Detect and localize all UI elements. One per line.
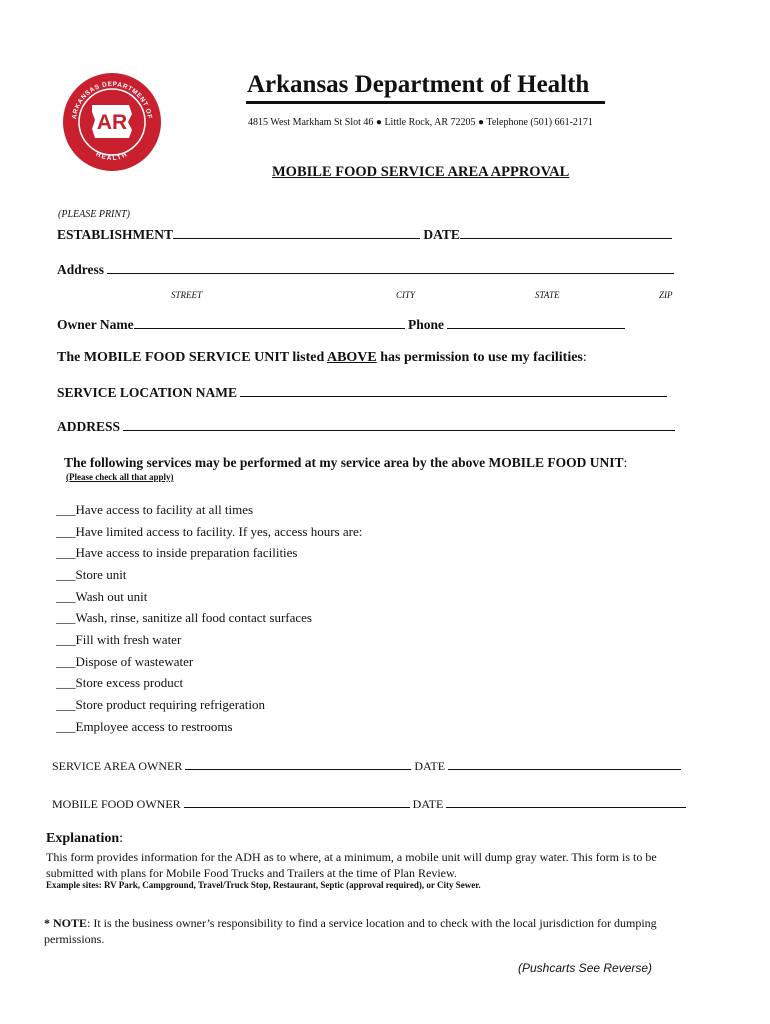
date-field[interactable]: [460, 238, 672, 239]
mobile-food-owner-signature[interactable]: [184, 807, 410, 808]
logo-ring-text-top: ARKANSAS DEPARTMENT OF: [71, 80, 153, 120]
adh-logo: [62, 72, 162, 172]
form-title: MOBILE FOOD SERVICE AREA APPROVAL: [272, 164, 570, 180]
please-print-note: (PLEASE PRINT): [58, 209, 130, 220]
service-checkbox-item[interactable]: ___Dispose of wastewater: [56, 654, 194, 669]
agency-title: Arkansas Department of Health: [247, 71, 590, 98]
service-checkbox-item[interactable]: ___Wash, rinse, sanitize all food contact surfaces: [56, 610, 312, 625]
zip-sublabel: ZIP: [659, 290, 673, 300]
service-checkbox-item[interactable]: ___Have limited access to facility. If yes, access hours are:: [56, 524, 363, 539]
service-area-date-label: DATE: [414, 759, 446, 773]
service-area-owner-label: SERVICE AREA OWNER: [52, 759, 183, 773]
service-location-row: [57, 385, 667, 401]
note-text: * NOTE: It is the business owner’s responsibility to find a service location and to check with the local jurisdiction for dumping permissions.: [44, 916, 657, 946]
example-sites: Example sites: RV Park, Campground, Travel/Truck Stop, Restaurant, Septic (approval required), or City Sewer.: [46, 880, 481, 890]
city-sublabel: CITY: [396, 290, 416, 300]
phone-field[interactable]: [447, 328, 625, 329]
owner-row: [57, 317, 625, 333]
establishment-row: [57, 227, 672, 243]
service-area-date-field[interactable]: [448, 769, 681, 770]
owner-name-label: Owner Name: [57, 317, 134, 332]
service-checkbox-item[interactable]: ___Employee access to restrooms: [56, 719, 233, 734]
service-address-label: ADDRESS: [57, 419, 121, 434]
service-checkbox-item[interactable]: ___Have access to facility at all times: [56, 502, 254, 517]
logo-ring-text-bottom: HEALTH: [94, 150, 130, 163]
mobile-food-owner-row: [52, 797, 686, 812]
phone-label: Phone: [408, 317, 445, 332]
services-heading: The following services may be performed at my service area by the above MOBILE FOOD UNIT:: [64, 455, 628, 470]
establishment-field[interactable]: [173, 238, 420, 239]
title-divider: [246, 101, 605, 104]
service-checkbox-item[interactable]: ___Fill with fresh water: [56, 632, 182, 647]
permission-statement: The MOBILE FOOD SERVICE UNIT listed ABOVE has permission to use my facilities:: [57, 350, 587, 365]
agency-contact-line: 4815 West Markham St Slot 46 ● Little Rock, AR 72205 ● Telephone (501) 661-2171: [248, 117, 593, 128]
address-field[interactable]: [107, 273, 674, 274]
service-checkbox-item[interactable]: ___Store excess product: [56, 675, 184, 690]
pushcarts-reverse-note: (Pushcarts See Reverse): [518, 961, 653, 975]
mobile-food-date-label: DATE: [412, 797, 444, 811]
service-location-label: SERVICE LOCATION NAME: [57, 385, 238, 400]
service-location-field[interactable]: [240, 396, 667, 397]
service-checkbox-item[interactable]: ___Store product requiring refrigeration: [56, 697, 266, 712]
service-address-field[interactable]: [123, 430, 675, 431]
explanation-heading: Explanation:: [46, 831, 124, 846]
owner-name-field[interactable]: [134, 328, 405, 329]
address-label: Address: [57, 262, 105, 277]
date-label: DATE: [423, 227, 460, 242]
explanation-body: This form provides information for the ADH as to where, at a minimum, a mobile unit will dump gray water. This form is to be submitted with plans for Mobile Food Trucks and Trailers at the time of Plan Review.: [46, 850, 657, 880]
logo-center-text: AR: [96, 111, 128, 134]
service-checkbox-item[interactable]: ___Wash out unit: [56, 589, 148, 604]
service-address-row: [57, 419, 675, 435]
service-checkbox-item[interactable]: ___Have access to inside preparation facilities: [56, 545, 298, 560]
mobile-food-date-field[interactable]: [446, 807, 686, 808]
establishment-label: ESTABLISHMENT: [57, 227, 174, 242]
service-area-owner-row: [52, 759, 681, 774]
mobile-food-owner-label: MOBILE FOOD OWNER: [52, 797, 181, 811]
street-sublabel: STREET: [171, 290, 203, 300]
service-area-owner-signature[interactable]: [185, 769, 411, 770]
service-checkbox-item[interactable]: ___Store unit: [56, 567, 127, 582]
address-row: [57, 262, 674, 278]
services-check-note: (Please check all that apply): [66, 472, 174, 482]
state-sublabel: STATE: [535, 290, 560, 300]
